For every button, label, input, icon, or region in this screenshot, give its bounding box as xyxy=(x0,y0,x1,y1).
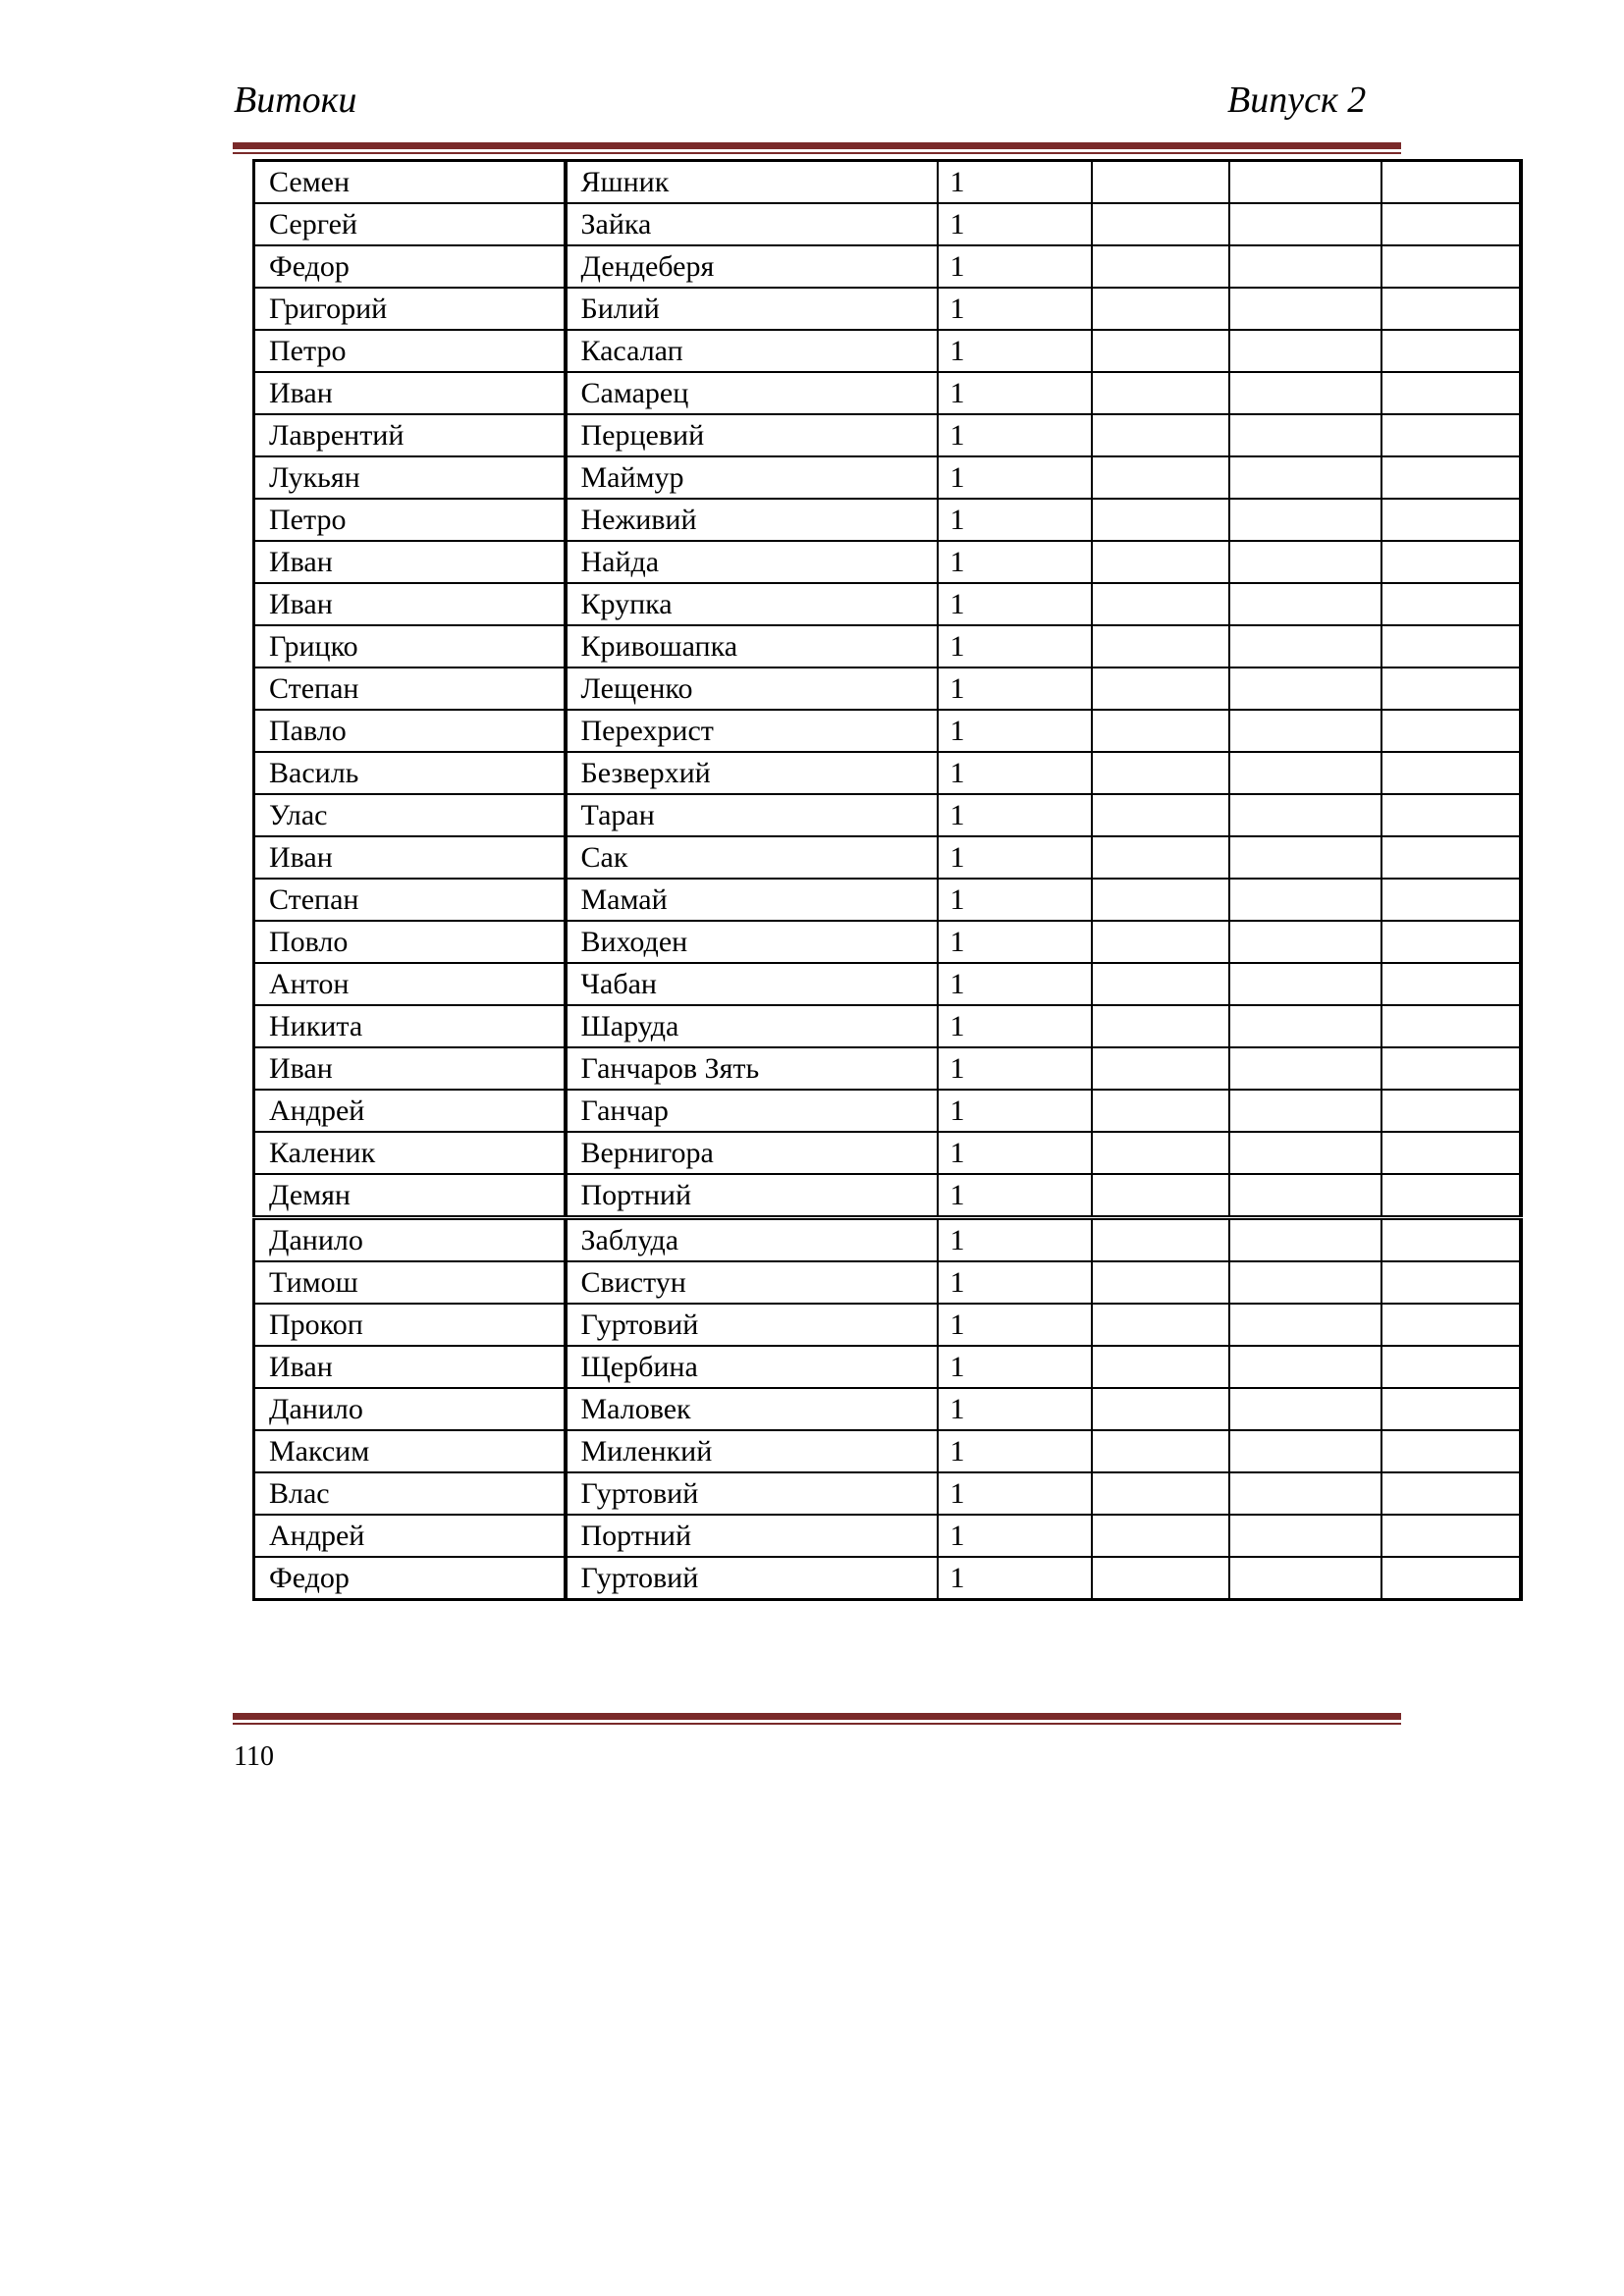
table-row xyxy=(254,541,1521,583)
table-row xyxy=(254,203,1521,245)
empty-cell xyxy=(1381,499,1521,541)
empty-cell xyxy=(1381,667,1521,710)
empty-cell xyxy=(1092,879,1229,921)
empty-cell xyxy=(1381,330,1521,372)
count-cell: 1 xyxy=(938,203,1092,245)
empty-cell xyxy=(1381,288,1521,330)
empty-cell xyxy=(1381,1346,1521,1388)
empty-cell xyxy=(1229,1174,1381,1218)
footer-rule xyxy=(233,1713,1401,1725)
last-name-cell: Маймур xyxy=(566,456,938,499)
last-name-cell: Виходен xyxy=(566,921,938,963)
empty-cell xyxy=(1381,161,1521,204)
count-cell: 1 xyxy=(938,1346,1092,1388)
empty-cell xyxy=(1381,583,1521,625)
first-name-cell: Иван xyxy=(254,583,566,625)
empty-cell xyxy=(1092,667,1229,710)
empty-cell xyxy=(1092,161,1229,204)
empty-cell xyxy=(1092,1261,1229,1304)
first-name-cell: Иван xyxy=(254,1047,566,1090)
table-row xyxy=(254,1515,1521,1557)
first-name-cell: Демян xyxy=(254,1174,566,1218)
table-row xyxy=(254,372,1521,414)
count-cell: 1 xyxy=(938,752,1092,794)
first-name-cell: Прокоп xyxy=(254,1304,566,1346)
count-cell: 1 xyxy=(938,1218,1092,1262)
empty-cell xyxy=(1092,1304,1229,1346)
first-name-cell: Данило xyxy=(254,1218,566,1262)
first-name-cell: Каленик xyxy=(254,1132,566,1174)
first-name-cell: Петро xyxy=(254,330,566,372)
first-name-cell: Федор xyxy=(254,1557,566,1600)
empty-cell xyxy=(1092,499,1229,541)
table-row xyxy=(254,1346,1521,1388)
count-cell: 1 xyxy=(938,245,1092,288)
table-row xyxy=(254,1132,1521,1174)
first-name-cell: Грицко xyxy=(254,625,566,667)
first-name-cell: Петро xyxy=(254,499,566,541)
first-name-cell: Лукьян xyxy=(254,456,566,499)
table-row xyxy=(254,288,1521,330)
empty-cell xyxy=(1229,1346,1381,1388)
count-cell: 1 xyxy=(938,456,1092,499)
empty-cell xyxy=(1229,1218,1381,1262)
empty-cell xyxy=(1092,836,1229,879)
empty-cell xyxy=(1229,1005,1381,1047)
last-name-cell: Зайка xyxy=(566,203,938,245)
empty-cell xyxy=(1092,1472,1229,1515)
table-row xyxy=(254,456,1521,499)
empty-cell xyxy=(1229,330,1381,372)
table-row xyxy=(254,625,1521,667)
table-row xyxy=(254,1005,1521,1047)
empty-cell xyxy=(1381,541,1521,583)
table-row xyxy=(254,836,1521,879)
last-name-cell: Билий xyxy=(566,288,938,330)
last-name-cell: Щербина xyxy=(566,1346,938,1388)
last-name-cell: Касалап xyxy=(566,330,938,372)
last-name-cell: Мамай xyxy=(566,879,938,921)
register-table xyxy=(252,159,1523,1601)
first-name-cell: Степан xyxy=(254,667,566,710)
last-name-cell: Кривошапка xyxy=(566,625,938,667)
last-name-cell: Гуртовий xyxy=(566,1557,938,1600)
first-name-cell: Повло xyxy=(254,921,566,963)
empty-cell xyxy=(1381,1047,1521,1090)
table-row xyxy=(254,1557,1521,1600)
count-cell: 1 xyxy=(938,1047,1092,1090)
running-header-issue: Випуск 2 xyxy=(1227,80,1367,121)
count-cell: 1 xyxy=(938,921,1092,963)
last-name-cell: Самарец xyxy=(566,372,938,414)
empty-cell xyxy=(1381,456,1521,499)
first-name-cell: Андрей xyxy=(254,1515,566,1557)
last-name-cell: Найда xyxy=(566,541,938,583)
empty-cell xyxy=(1381,1515,1521,1557)
empty-cell xyxy=(1229,879,1381,921)
first-name-cell: Павло xyxy=(254,710,566,752)
last-name-cell: Безверхий xyxy=(566,752,938,794)
empty-cell xyxy=(1229,414,1381,456)
empty-cell xyxy=(1229,1557,1381,1600)
empty-cell xyxy=(1381,1174,1521,1218)
last-name-cell: Перехрист xyxy=(566,710,938,752)
last-name-cell: Перцевий xyxy=(566,414,938,456)
last-name-cell: Заблуда xyxy=(566,1218,938,1262)
count-cell: 1 xyxy=(938,1304,1092,1346)
table-row xyxy=(254,1304,1521,1346)
first-name-cell: Иван xyxy=(254,541,566,583)
count-cell: 1 xyxy=(938,963,1092,1005)
empty-cell xyxy=(1092,921,1229,963)
first-name-cell: Иван xyxy=(254,372,566,414)
empty-cell xyxy=(1229,752,1381,794)
last-name-cell: Неживий xyxy=(566,499,938,541)
table-row xyxy=(254,667,1521,710)
first-name-cell: Семен xyxy=(254,161,566,204)
empty-cell xyxy=(1381,1430,1521,1472)
empty-cell xyxy=(1229,203,1381,245)
count-cell: 1 xyxy=(938,330,1092,372)
empty-cell xyxy=(1092,203,1229,245)
empty-cell xyxy=(1381,203,1521,245)
count-cell: 1 xyxy=(938,1515,1092,1557)
empty-cell xyxy=(1381,1132,1521,1174)
empty-cell xyxy=(1229,667,1381,710)
empty-cell xyxy=(1092,1346,1229,1388)
first-name-cell: Григорий xyxy=(254,288,566,330)
empty-cell xyxy=(1229,1047,1381,1090)
empty-cell xyxy=(1092,541,1229,583)
count-cell: 1 xyxy=(938,1090,1092,1132)
empty-cell xyxy=(1092,1047,1229,1090)
first-name-cell: Влас xyxy=(254,1472,566,1515)
empty-cell xyxy=(1092,1557,1229,1600)
empty-cell xyxy=(1229,499,1381,541)
count-cell: 1 xyxy=(938,879,1092,921)
empty-cell xyxy=(1229,1304,1381,1346)
count-cell: 1 xyxy=(938,625,1092,667)
table-row xyxy=(254,1047,1521,1090)
last-name-cell: Шаруда xyxy=(566,1005,938,1047)
table-row xyxy=(254,879,1521,921)
empty-cell xyxy=(1381,372,1521,414)
count-cell: 1 xyxy=(938,161,1092,204)
empty-cell xyxy=(1092,288,1229,330)
empty-cell xyxy=(1381,1472,1521,1515)
last-name-cell: Вернигора xyxy=(566,1132,938,1174)
empty-cell xyxy=(1381,921,1521,963)
empty-cell xyxy=(1381,245,1521,288)
first-name-cell: Улас xyxy=(254,794,566,836)
empty-cell xyxy=(1092,1430,1229,1472)
first-name-cell: Федор xyxy=(254,245,566,288)
count-cell: 1 xyxy=(938,1174,1092,1218)
empty-cell xyxy=(1229,1132,1381,1174)
count-cell: 1 xyxy=(938,1557,1092,1600)
empty-cell xyxy=(1381,625,1521,667)
table-row xyxy=(254,921,1521,963)
table-row xyxy=(254,1261,1521,1304)
empty-cell xyxy=(1381,710,1521,752)
empty-cell xyxy=(1092,625,1229,667)
first-name-cell: Сергей xyxy=(254,203,566,245)
empty-cell xyxy=(1092,963,1229,1005)
last-name-cell: Яшник xyxy=(566,161,938,204)
first-name-cell: Степан xyxy=(254,879,566,921)
last-name-cell: Лещенко xyxy=(566,667,938,710)
count-cell: 1 xyxy=(938,710,1092,752)
table-row xyxy=(254,1218,1521,1262)
count-cell: 1 xyxy=(938,836,1092,879)
count-cell: 1 xyxy=(938,1388,1092,1430)
count-cell: 1 xyxy=(938,1261,1092,1304)
empty-cell xyxy=(1381,836,1521,879)
empty-cell xyxy=(1092,1132,1229,1174)
count-cell: 1 xyxy=(938,414,1092,456)
table-row xyxy=(254,245,1521,288)
table-row xyxy=(254,1174,1521,1218)
empty-cell xyxy=(1092,1090,1229,1132)
empty-cell xyxy=(1092,1388,1229,1430)
first-name-cell: Никита xyxy=(254,1005,566,1047)
empty-cell xyxy=(1092,710,1229,752)
table-row xyxy=(254,1430,1521,1472)
table-row xyxy=(254,794,1521,836)
header-rule xyxy=(233,142,1401,154)
empty-cell xyxy=(1229,625,1381,667)
count-cell: 1 xyxy=(938,1430,1092,1472)
empty-cell xyxy=(1381,414,1521,456)
empty-cell xyxy=(1381,879,1521,921)
last-name-cell: Гуртовий xyxy=(566,1304,938,1346)
empty-cell xyxy=(1092,583,1229,625)
empty-cell xyxy=(1092,456,1229,499)
empty-cell xyxy=(1229,245,1381,288)
table-row xyxy=(254,752,1521,794)
table-row xyxy=(254,1472,1521,1515)
page-number: 110 xyxy=(234,1741,274,1772)
last-name-cell: Миленкий xyxy=(566,1430,938,1472)
empty-cell xyxy=(1381,1261,1521,1304)
first-name-cell: Данило xyxy=(254,1388,566,1430)
empty-cell xyxy=(1092,245,1229,288)
empty-cell xyxy=(1092,794,1229,836)
empty-cell xyxy=(1381,1388,1521,1430)
empty-cell xyxy=(1381,794,1521,836)
count-cell: 1 xyxy=(938,499,1092,541)
first-name-cell: Андрей xyxy=(254,1090,566,1132)
empty-cell xyxy=(1092,752,1229,794)
count-cell: 1 xyxy=(938,1472,1092,1515)
table-row xyxy=(254,963,1521,1005)
last-name-cell: Таран xyxy=(566,794,938,836)
count-cell: 1 xyxy=(938,583,1092,625)
first-name-cell: Василь xyxy=(254,752,566,794)
first-name-cell: Иван xyxy=(254,836,566,879)
last-name-cell: Гуртовий xyxy=(566,1472,938,1515)
table-row xyxy=(254,710,1521,752)
empty-cell xyxy=(1381,1218,1521,1262)
first-name-cell: Антон xyxy=(254,963,566,1005)
table-row xyxy=(254,1388,1521,1430)
empty-cell xyxy=(1229,583,1381,625)
register-table-body xyxy=(254,161,1521,1600)
last-name-cell: Ганчаров Зять xyxy=(566,1047,938,1090)
table-row xyxy=(254,161,1521,204)
count-cell: 1 xyxy=(938,1132,1092,1174)
last-name-cell: Дендеберя xyxy=(566,245,938,288)
empty-cell xyxy=(1092,330,1229,372)
table-row xyxy=(254,414,1521,456)
count-cell: 1 xyxy=(938,288,1092,330)
empty-cell xyxy=(1381,752,1521,794)
empty-cell xyxy=(1229,1515,1381,1557)
empty-cell xyxy=(1229,372,1381,414)
empty-cell xyxy=(1092,414,1229,456)
last-name-cell: Свистун xyxy=(566,1261,938,1304)
table-row xyxy=(254,499,1521,541)
empty-cell xyxy=(1229,1388,1381,1430)
count-cell: 1 xyxy=(938,794,1092,836)
empty-cell xyxy=(1092,1174,1229,1218)
last-name-cell: Ганчар xyxy=(566,1090,938,1132)
empty-cell xyxy=(1381,1304,1521,1346)
count-cell: 1 xyxy=(938,667,1092,710)
count-cell: 1 xyxy=(938,372,1092,414)
empty-cell xyxy=(1381,1090,1521,1132)
last-name-cell: Маловек xyxy=(566,1388,938,1430)
empty-cell xyxy=(1381,1557,1521,1600)
last-name-cell: Чабан xyxy=(566,963,938,1005)
table-row xyxy=(254,1090,1521,1132)
first-name-cell: Лаврентий xyxy=(254,414,566,456)
empty-cell xyxy=(1092,1218,1229,1262)
empty-cell xyxy=(1229,1090,1381,1132)
count-cell: 1 xyxy=(938,1005,1092,1047)
last-name-cell: Портний xyxy=(566,1515,938,1557)
empty-cell xyxy=(1229,1472,1381,1515)
empty-cell xyxy=(1229,963,1381,1005)
count-cell: 1 xyxy=(938,541,1092,583)
empty-cell xyxy=(1381,963,1521,1005)
last-name-cell: Крупка xyxy=(566,583,938,625)
last-name-cell: Сак xyxy=(566,836,938,879)
empty-cell xyxy=(1092,372,1229,414)
empty-cell xyxy=(1229,836,1381,879)
empty-cell xyxy=(1229,921,1381,963)
empty-cell xyxy=(1229,710,1381,752)
empty-cell xyxy=(1229,1261,1381,1304)
empty-cell xyxy=(1229,541,1381,583)
empty-cell xyxy=(1229,456,1381,499)
first-name-cell: Иван xyxy=(254,1346,566,1388)
empty-cell xyxy=(1229,794,1381,836)
running-header-title: Витоки xyxy=(234,80,357,121)
table-row xyxy=(254,330,1521,372)
last-name-cell: Портний xyxy=(566,1174,938,1218)
first-name-cell: Максим xyxy=(254,1430,566,1472)
empty-cell xyxy=(1229,1430,1381,1472)
table-row xyxy=(254,583,1521,625)
empty-cell xyxy=(1092,1005,1229,1047)
empty-cell xyxy=(1092,1515,1229,1557)
first-name-cell: Тимош xyxy=(254,1261,566,1304)
empty-cell xyxy=(1229,288,1381,330)
empty-cell xyxy=(1229,161,1381,204)
empty-cell xyxy=(1381,1005,1521,1047)
